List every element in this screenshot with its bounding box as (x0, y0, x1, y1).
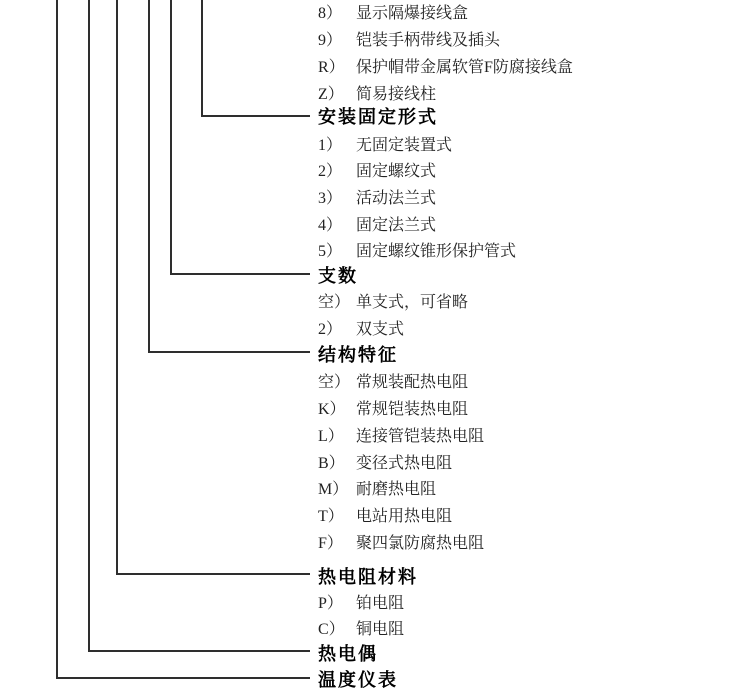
list-item (318, 294, 468, 312)
connector-line-branch-count (171, 0, 310, 274)
list-item (318, 32, 500, 50)
list-item (318, 595, 404, 613)
list-item (318, 59, 573, 77)
item-code: 8） (318, 5, 343, 22)
list-item (318, 5, 468, 23)
item-label: 常规铠装热电阻 (356, 401, 469, 418)
list-item (318, 401, 468, 419)
item-label: 双支式 (356, 321, 405, 338)
item-label: 铜电阻 (356, 621, 405, 638)
list-item (318, 508, 452, 526)
section-header-temperature-instrument: 温度仪表 (318, 670, 398, 690)
item-label: 单支式，可省略 (356, 294, 469, 311)
item-code: P） (318, 595, 343, 612)
item-label: 铂电阻 (356, 595, 405, 612)
list-item (318, 163, 436, 181)
item-label: 电站用热电阻 (356, 508, 453, 525)
list-item (318, 481, 436, 499)
item-code: T） (318, 508, 344, 525)
connector-line-structure-feature (149, 0, 310, 352)
item-code: 2） (318, 163, 343, 180)
connector-line-installation-type (202, 0, 310, 116)
item-label: 活动法兰式 (356, 190, 437, 207)
item-label: 无固定装置式 (356, 137, 453, 154)
item-code: R） (318, 59, 345, 76)
item-label: 固定螺纹式 (356, 163, 437, 180)
item-code: M） (318, 481, 349, 498)
item-label: 简易接线柱 (356, 86, 437, 103)
connector-line-thermocouple (89, 0, 310, 651)
item-label: 固定螺纹锥形保护管式 (356, 243, 517, 260)
section-header-branch-count: 支数 (318, 266, 358, 286)
item-code: L） (318, 428, 344, 445)
item-code: K） (318, 401, 346, 418)
list-item (318, 374, 468, 392)
item-code: 空） (318, 374, 351, 391)
item-code: F） (318, 535, 343, 552)
item-label: 聚四氯防腐热电阻 (356, 535, 485, 552)
item-code: 2） (318, 321, 343, 338)
item-code: 空） (318, 294, 351, 311)
item-code: 9） (318, 32, 343, 49)
connector-line-temperature-instrument (57, 0, 310, 678)
item-code: Z） (318, 86, 344, 103)
list-item (318, 428, 484, 446)
list-item (318, 321, 404, 339)
list-item (318, 86, 436, 104)
section-header-rtd-material: 热电阻材料 (318, 567, 418, 587)
list-item (318, 455, 452, 473)
section-header-thermocouple: 热电偶 (318, 644, 378, 664)
list-item (318, 190, 436, 208)
item-code: 1） (318, 137, 343, 154)
list-item (318, 137, 452, 155)
item-code: 5） (318, 243, 343, 260)
item-code: 3） (318, 190, 343, 207)
item-code: B） (318, 455, 345, 472)
list-item (318, 217, 436, 235)
item-code: C） (318, 621, 345, 638)
item-label: 耐磨热电阻 (356, 481, 437, 498)
section-header-structure-feature: 结构特征 (318, 345, 398, 365)
section-header-installation-type: 安装固定形式 (318, 107, 438, 127)
item-label: 连接管铠装热电阻 (356, 428, 485, 445)
connector-line-rtd-material (117, 0, 310, 574)
item-label: 固定法兰式 (356, 217, 437, 234)
list-item (318, 535, 484, 553)
item-label: 铠装手柄带线及插头 (356, 32, 501, 49)
item-code: 4） (318, 217, 343, 234)
item-label: 变径式热电阻 (356, 455, 453, 472)
item-label: 保护帽带金属软管F防腐接线盒 (356, 59, 573, 76)
list-item (318, 243, 516, 261)
item-label: 常规装配热电阻 (356, 374, 469, 391)
list-item (318, 621, 404, 639)
item-label: 显示隔爆接线盒 (356, 5, 469, 22)
